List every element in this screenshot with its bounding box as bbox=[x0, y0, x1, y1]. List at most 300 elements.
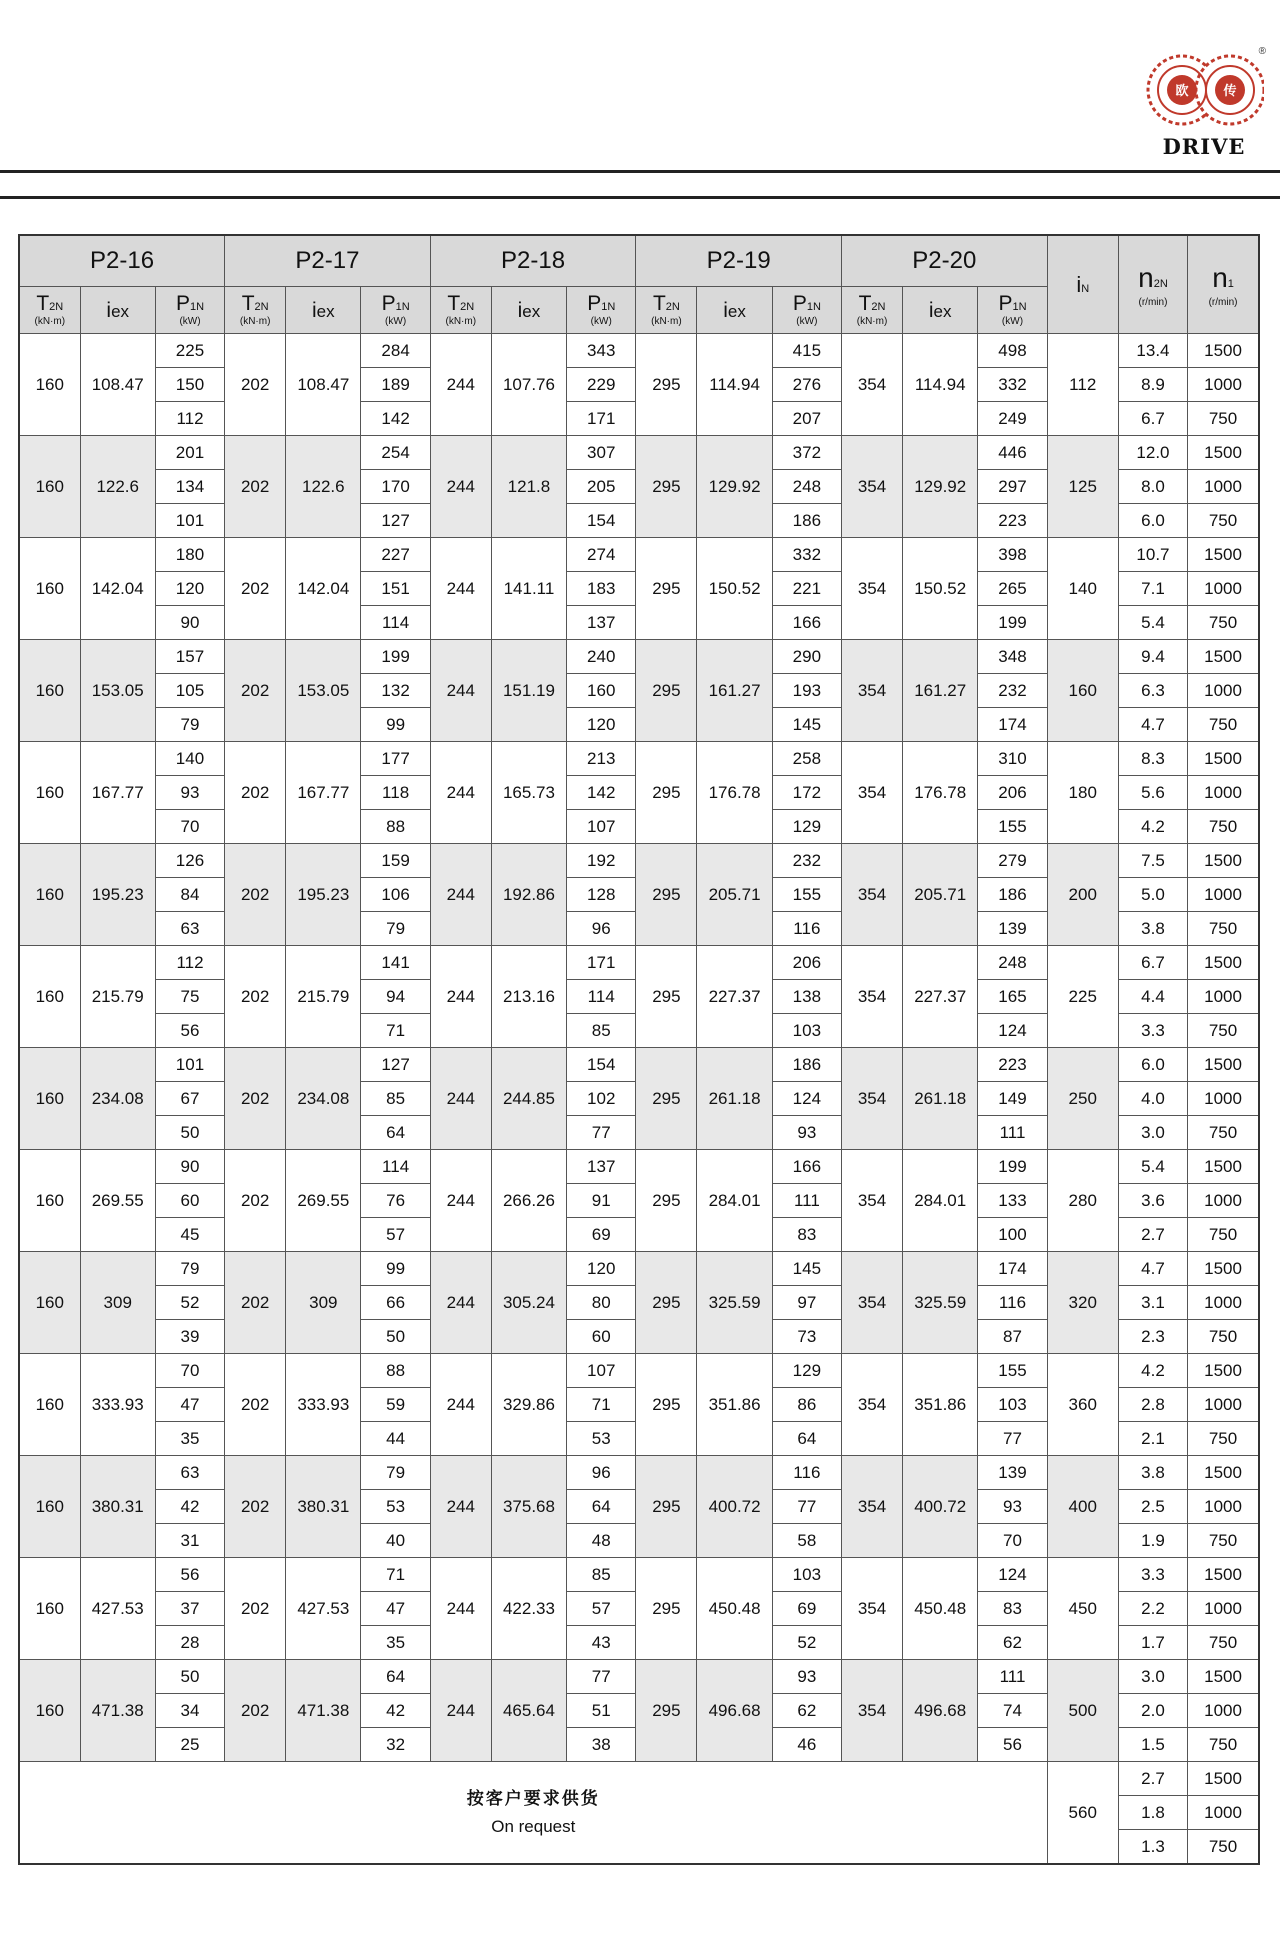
p1n-cell: 28 bbox=[155, 1626, 224, 1660]
t2n-cell: 295 bbox=[636, 1456, 697, 1558]
p1n-cell: 170 bbox=[361, 470, 430, 504]
t2n-symbol: T bbox=[36, 292, 50, 315]
p1n-cell: 79 bbox=[361, 1456, 430, 1490]
in-cell: 140 bbox=[1047, 538, 1118, 640]
iex-symbol: i bbox=[928, 298, 934, 322]
n2n-cell: 4.0 bbox=[1118, 1082, 1187, 1116]
n1-cell: 750 bbox=[1188, 1524, 1259, 1558]
table-row bbox=[19, 844, 1259, 878]
iex-cell: 129.92 bbox=[697, 436, 772, 538]
in-cell: 400 bbox=[1047, 1456, 1118, 1558]
t2n-cell: 295 bbox=[636, 436, 697, 538]
iex-cell: 380.31 bbox=[286, 1456, 361, 1558]
iex-cell: 234.08 bbox=[286, 1048, 361, 1150]
iex-cell: 496.68 bbox=[903, 1660, 978, 1762]
t2n-cell: 202 bbox=[225, 334, 286, 436]
p1n-cell: 126 bbox=[155, 844, 224, 878]
p1n-cell: 124 bbox=[978, 1014, 1047, 1048]
p1n-cell: 118 bbox=[361, 776, 430, 810]
p1n-cell: 77 bbox=[567, 1116, 636, 1150]
t2n-cell: 295 bbox=[636, 1558, 697, 1660]
p1n-cell: 103 bbox=[978, 1388, 1047, 1422]
t2n-cell: 295 bbox=[636, 946, 697, 1048]
iex-cell: 161.27 bbox=[697, 640, 772, 742]
p1n-subscript: 1N bbox=[1012, 301, 1027, 313]
n1-cell: 1500 bbox=[1188, 1354, 1259, 1388]
p1n-cell: 87 bbox=[978, 1320, 1047, 1354]
n2n-unit: (r/min) bbox=[1138, 296, 1168, 308]
n2n-cell: 1.3 bbox=[1118, 1830, 1187, 1865]
iex-cell: 108.47 bbox=[80, 334, 155, 436]
p1n-cell: 64 bbox=[567, 1490, 636, 1524]
model-header: P2-20 bbox=[841, 235, 1047, 287]
p1n-cell: 69 bbox=[772, 1592, 841, 1626]
model-header: P2-18 bbox=[430, 235, 636, 287]
iex-cell: 176.78 bbox=[697, 742, 772, 844]
t2n-cell: 295 bbox=[636, 640, 697, 742]
iex-cell: 227.37 bbox=[697, 946, 772, 1048]
p1n-cell: 66 bbox=[361, 1286, 430, 1320]
iex-cell: 167.77 bbox=[286, 742, 361, 844]
p1n-cell: 290 bbox=[772, 640, 841, 674]
p1n-cell: 248 bbox=[772, 470, 841, 504]
p1n-cell: 60 bbox=[155, 1184, 224, 1218]
t2n-cell: 202 bbox=[225, 1048, 286, 1150]
iex-cell: 269.55 bbox=[80, 1150, 155, 1252]
iex-subscript: ex bbox=[316, 301, 335, 321]
n2n-cell: 3.0 bbox=[1118, 1116, 1187, 1150]
iex-cell: 450.48 bbox=[903, 1558, 978, 1660]
t2n-unit: (kN·m) bbox=[445, 316, 477, 327]
t2n-cell: 354 bbox=[841, 1354, 902, 1456]
iex-cell: 309 bbox=[286, 1252, 361, 1354]
iex-subscript: ex bbox=[933, 301, 952, 321]
p1n-cell: 160 bbox=[567, 674, 636, 708]
t2n-cell: 160 bbox=[19, 1660, 80, 1762]
model-header: P2-16 bbox=[19, 235, 225, 287]
p1n-cell: 116 bbox=[772, 1456, 841, 1490]
p1n-symbol: P bbox=[587, 292, 602, 315]
iex-cell: 142.04 bbox=[286, 538, 361, 640]
n2n-cell: 1.9 bbox=[1118, 1524, 1187, 1558]
p1n-cell: 332 bbox=[978, 368, 1047, 402]
p1n-cell: 38 bbox=[567, 1728, 636, 1762]
p1n-cell: 79 bbox=[155, 1252, 224, 1286]
p1n-symbol: P bbox=[998, 292, 1013, 315]
in-subscript: N bbox=[1081, 282, 1090, 295]
p1n-cell: 142 bbox=[361, 402, 430, 436]
t2n-cell: 244 bbox=[430, 1456, 491, 1558]
p1n-cell: 52 bbox=[155, 1286, 224, 1320]
p1n-cell: 111 bbox=[772, 1184, 841, 1218]
t2n-cell: 295 bbox=[636, 1354, 697, 1456]
p1n-cell: 39 bbox=[155, 1320, 224, 1354]
t2n-header bbox=[430, 287, 491, 334]
p1n-cell: 62 bbox=[978, 1626, 1047, 1660]
n1-cell: 750 bbox=[1188, 1014, 1259, 1048]
n1-cell: 1500 bbox=[1188, 436, 1259, 470]
n2n-cell: 5.0 bbox=[1118, 878, 1187, 912]
n1-cell: 750 bbox=[1188, 504, 1259, 538]
t2n-cell: 202 bbox=[225, 1558, 286, 1660]
n2n-cell: 5.6 bbox=[1118, 776, 1187, 810]
t2n-unit: (kN·m) bbox=[239, 316, 271, 327]
p1n-cell: 99 bbox=[361, 708, 430, 742]
t2n-cell: 202 bbox=[225, 844, 286, 946]
p1n-cell: 128 bbox=[567, 878, 636, 912]
p1n-cell: 201 bbox=[155, 436, 224, 470]
t2n-cell: 244 bbox=[430, 1558, 491, 1660]
t2n-cell: 202 bbox=[225, 1660, 286, 1762]
t2n-cell: 160 bbox=[19, 1354, 80, 1456]
iex-subscript: ex bbox=[522, 301, 541, 321]
p1n-cell: 50 bbox=[155, 1116, 224, 1150]
in-cell: 560 bbox=[1047, 1762, 1118, 1865]
iex-header bbox=[697, 287, 772, 334]
n1-cell: 1000 bbox=[1188, 1490, 1259, 1524]
on-request-en: On request bbox=[491, 1816, 576, 1836]
p1n-cell: 107 bbox=[567, 810, 636, 844]
p1n-cell: 101 bbox=[155, 1048, 224, 1082]
t2n-cell: 160 bbox=[19, 1252, 80, 1354]
p1n-cell: 249 bbox=[978, 402, 1047, 436]
iex-header bbox=[286, 287, 361, 334]
n1-cell: 750 bbox=[1188, 1422, 1259, 1456]
p1n-cell: 83 bbox=[772, 1218, 841, 1252]
iex-cell: 153.05 bbox=[286, 640, 361, 742]
n1-cell: 1000 bbox=[1188, 572, 1259, 606]
p1n-cell: 85 bbox=[567, 1014, 636, 1048]
p1n-cell: 213 bbox=[567, 742, 636, 776]
iex-cell: 471.38 bbox=[286, 1660, 361, 1762]
t2n-cell: 244 bbox=[430, 1660, 491, 1762]
t2n-header bbox=[841, 287, 902, 334]
p1n-cell: 150 bbox=[155, 368, 224, 402]
n1-cell: 750 bbox=[1188, 1116, 1259, 1150]
iex-cell: 227.37 bbox=[903, 946, 978, 1048]
iex-header bbox=[491, 287, 566, 334]
n1-unit: (r/min) bbox=[1208, 296, 1238, 308]
p1n-cell: 90 bbox=[155, 1150, 224, 1184]
p1n-cell: 63 bbox=[155, 1456, 224, 1490]
p1n-cell: 139 bbox=[978, 1456, 1047, 1490]
t2n-unit: (kN·m) bbox=[34, 316, 66, 327]
p1n-unit: (kW) bbox=[385, 316, 407, 327]
t2n-cell: 354 bbox=[841, 1660, 902, 1762]
iex-cell: 215.79 bbox=[80, 946, 155, 1048]
n2n-cell: 4.2 bbox=[1118, 1354, 1187, 1388]
t2n-cell: 354 bbox=[841, 1150, 902, 1252]
t2n-header bbox=[636, 287, 697, 334]
p1n-cell: 46 bbox=[772, 1728, 841, 1762]
iex-cell: 465.64 bbox=[491, 1660, 566, 1762]
p1n-cell: 227 bbox=[361, 538, 430, 572]
iex-cell: 165.73 bbox=[491, 742, 566, 844]
t2n-cell: 295 bbox=[636, 1252, 697, 1354]
p1n-cell: 45 bbox=[155, 1218, 224, 1252]
n1-cell: 750 bbox=[1188, 1830, 1259, 1865]
iex-cell: 422.33 bbox=[491, 1558, 566, 1660]
t2n-cell: 244 bbox=[430, 334, 491, 436]
n1-cell: 1500 bbox=[1188, 1150, 1259, 1184]
p1n-cell: 60 bbox=[567, 1320, 636, 1354]
t2n-cell: 160 bbox=[19, 742, 80, 844]
iex-cell: 375.68 bbox=[491, 1456, 566, 1558]
p1n-cell: 77 bbox=[978, 1422, 1047, 1456]
p1n-cell: 64 bbox=[361, 1660, 430, 1694]
p1n-cell: 141 bbox=[361, 946, 430, 980]
p1n-cell: 145 bbox=[772, 708, 841, 742]
n1-cell: 1500 bbox=[1188, 1456, 1259, 1490]
p1n-cell: 498 bbox=[978, 334, 1047, 368]
iex-header bbox=[80, 287, 155, 334]
t2n-cell: 202 bbox=[225, 436, 286, 538]
n1-cell: 1000 bbox=[1188, 1286, 1259, 1320]
n2n-cell: 13.4 bbox=[1118, 334, 1187, 368]
n1-cell: 1000 bbox=[1188, 674, 1259, 708]
iex-cell: 153.05 bbox=[80, 640, 155, 742]
p1n-cell: 129 bbox=[772, 810, 841, 844]
iex-cell: 176.78 bbox=[903, 742, 978, 844]
n2n-cell: 8.3 bbox=[1118, 742, 1187, 776]
t2n-cell: 202 bbox=[225, 538, 286, 640]
t2n-cell: 295 bbox=[636, 742, 697, 844]
t2n-subscript: 2N bbox=[49, 301, 64, 313]
iex-subscript: ex bbox=[727, 301, 746, 321]
t2n-cell: 160 bbox=[19, 1150, 80, 1252]
p1n-cell: 94 bbox=[361, 980, 430, 1014]
n2n-cell: 4.7 bbox=[1118, 1252, 1187, 1286]
t2n-unit: (kN·m) bbox=[856, 316, 888, 327]
n1-cell: 1500 bbox=[1188, 1762, 1259, 1796]
t2n-cell: 244 bbox=[430, 1252, 491, 1354]
n1-cell: 1000 bbox=[1188, 1082, 1259, 1116]
p1n-cell: 47 bbox=[361, 1592, 430, 1626]
p1n-cell: 43 bbox=[567, 1626, 636, 1660]
p1n-cell: 232 bbox=[772, 844, 841, 878]
iex-cell: 192.86 bbox=[491, 844, 566, 946]
t2n-subscript: 2N bbox=[665, 301, 680, 313]
n2n-cell: 3.8 bbox=[1118, 912, 1187, 946]
n2n-cell: 2.7 bbox=[1118, 1762, 1187, 1796]
n2n-cell: 3.3 bbox=[1118, 1558, 1187, 1592]
table-row bbox=[19, 1558, 1259, 1592]
p1n-cell: 276 bbox=[772, 368, 841, 402]
n1-cell: 1000 bbox=[1188, 1592, 1259, 1626]
brand-logo bbox=[1144, 48, 1264, 160]
p1n-cell: 134 bbox=[155, 470, 224, 504]
t2n-cell: 160 bbox=[19, 946, 80, 1048]
registered-mark: ® bbox=[1258, 46, 1266, 57]
table-row bbox=[19, 742, 1259, 776]
iex-cell: 195.23 bbox=[286, 844, 361, 946]
t2n-cell: 202 bbox=[225, 1252, 286, 1354]
table-row bbox=[19, 1660, 1259, 1694]
p1n-cell: 127 bbox=[361, 1048, 430, 1082]
t2n-cell: 244 bbox=[430, 436, 491, 538]
top-rule bbox=[0, 170, 1280, 173]
p1n-cell: 102 bbox=[567, 1082, 636, 1116]
iex-cell: 450.48 bbox=[697, 1558, 772, 1660]
p1n-cell: 42 bbox=[155, 1490, 224, 1524]
p1n-cell: 47 bbox=[155, 1388, 224, 1422]
p1n-cell: 279 bbox=[978, 844, 1047, 878]
p1n-cell: 79 bbox=[361, 912, 430, 946]
p1n-header bbox=[978, 287, 1047, 334]
n2n-cell: 7.1 bbox=[1118, 572, 1187, 606]
p1n-cell: 157 bbox=[155, 640, 224, 674]
second-rule bbox=[0, 196, 1280, 199]
iex-cell: 141.11 bbox=[491, 538, 566, 640]
iex-cell: 108.47 bbox=[286, 334, 361, 436]
p1n-cell: 106 bbox=[361, 878, 430, 912]
in-header bbox=[1047, 235, 1118, 334]
p1n-cell: 112 bbox=[155, 946, 224, 980]
n1-cell: 1500 bbox=[1188, 1048, 1259, 1082]
iex-cell: 114.94 bbox=[697, 334, 772, 436]
n1-cell: 750 bbox=[1188, 912, 1259, 946]
p1n-cell: 35 bbox=[155, 1422, 224, 1456]
t2n-symbol: T bbox=[652, 292, 666, 315]
p1n-cell: 85 bbox=[361, 1082, 430, 1116]
p1n-cell: 206 bbox=[978, 776, 1047, 810]
p1n-cell: 138 bbox=[772, 980, 841, 1014]
t2n-cell: 244 bbox=[430, 946, 491, 1048]
n1-cell: 750 bbox=[1188, 1218, 1259, 1252]
p1n-cell: 142 bbox=[567, 776, 636, 810]
p1n-cell: 91 bbox=[567, 1184, 636, 1218]
p1n-cell: 221 bbox=[772, 572, 841, 606]
t2n-header bbox=[19, 287, 80, 334]
iex-cell: 269.55 bbox=[286, 1150, 361, 1252]
t2n-cell: 295 bbox=[636, 1150, 697, 1252]
n1-cell: 1500 bbox=[1188, 640, 1259, 674]
iex-subscript: ex bbox=[111, 301, 130, 321]
iex-cell: 400.72 bbox=[903, 1456, 978, 1558]
p1n-cell: 186 bbox=[772, 504, 841, 538]
iex-cell: 244.85 bbox=[491, 1048, 566, 1150]
p1n-cell: 83 bbox=[978, 1592, 1047, 1626]
p1n-header bbox=[155, 287, 224, 334]
p1n-cell: 174 bbox=[978, 1252, 1047, 1286]
t2n-header bbox=[225, 287, 286, 334]
table-row bbox=[19, 436, 1259, 470]
p1n-cell: 120 bbox=[567, 1252, 636, 1286]
t2n-subscript: 2N bbox=[871, 301, 886, 313]
p1n-cell: 73 bbox=[772, 1320, 841, 1354]
p1n-cell: 116 bbox=[772, 912, 841, 946]
p1n-cell: 166 bbox=[772, 606, 841, 640]
p1n-cell: 132 bbox=[361, 674, 430, 708]
in-cell: 125 bbox=[1047, 436, 1118, 538]
iex-cell: 122.6 bbox=[286, 436, 361, 538]
p1n-cell: 172 bbox=[772, 776, 841, 810]
iex-cell: 261.18 bbox=[697, 1048, 772, 1150]
t2n-cell: 244 bbox=[430, 844, 491, 946]
p1n-cell: 310 bbox=[978, 742, 1047, 776]
in-cell: 200 bbox=[1047, 844, 1118, 946]
p1n-cell: 99 bbox=[361, 1252, 430, 1286]
p1n-cell: 192 bbox=[567, 844, 636, 878]
t2n-cell: 244 bbox=[430, 538, 491, 640]
in-cell: 225 bbox=[1047, 946, 1118, 1048]
p1n-cell: 254 bbox=[361, 436, 430, 470]
p1n-cell: 446 bbox=[978, 436, 1047, 470]
n1-cell: 1500 bbox=[1188, 844, 1259, 878]
p1n-cell: 137 bbox=[567, 1150, 636, 1184]
n1-symbol: n bbox=[1212, 261, 1228, 293]
p1n-cell: 112 bbox=[155, 402, 224, 436]
p1n-cell: 103 bbox=[772, 1558, 841, 1592]
t2n-cell: 295 bbox=[636, 1660, 697, 1762]
iex-cell: 205.71 bbox=[903, 844, 978, 946]
in-symbol: i bbox=[1076, 271, 1082, 297]
p1n-subscript: 1N bbox=[189, 301, 205, 313]
p1n-symbol: P bbox=[792, 292, 807, 315]
p1n-cell: 85 bbox=[567, 1558, 636, 1592]
iex-cell: 234.08 bbox=[80, 1048, 155, 1150]
table-row bbox=[19, 946, 1259, 980]
n1-cell: 750 bbox=[1188, 606, 1259, 640]
n1-cell: 1500 bbox=[1188, 742, 1259, 776]
p1n-cell: 71 bbox=[567, 1388, 636, 1422]
t2n-cell: 354 bbox=[841, 1456, 902, 1558]
n1-cell: 1500 bbox=[1188, 1558, 1259, 1592]
t2n-cell: 160 bbox=[19, 1558, 80, 1660]
iex-cell: 150.52 bbox=[903, 538, 978, 640]
iex-cell: 284.01 bbox=[903, 1150, 978, 1252]
n2n-cell: 2.2 bbox=[1118, 1592, 1187, 1626]
t2n-cell: 244 bbox=[430, 1150, 491, 1252]
model-header: P2-19 bbox=[636, 235, 842, 287]
t2n-cell: 295 bbox=[636, 844, 697, 946]
p1n-cell: 206 bbox=[772, 946, 841, 980]
p1n-cell: 88 bbox=[361, 810, 430, 844]
t2n-cell: 354 bbox=[841, 640, 902, 742]
p1n-header bbox=[567, 287, 636, 334]
t2n-cell: 244 bbox=[430, 1048, 491, 1150]
p1n-cell: 79 bbox=[155, 708, 224, 742]
iex-cell: 122.6 bbox=[80, 436, 155, 538]
p1n-cell: 225 bbox=[155, 334, 224, 368]
t2n-cell: 160 bbox=[19, 1456, 80, 1558]
n2n-cell: 4.4 bbox=[1118, 980, 1187, 1014]
n2n-cell: 2.7 bbox=[1118, 1218, 1187, 1252]
p1n-cell: 297 bbox=[978, 470, 1047, 504]
p1n-cell: 127 bbox=[361, 504, 430, 538]
p1n-cell: 71 bbox=[361, 1558, 430, 1592]
n1-cell: 750 bbox=[1188, 1728, 1259, 1762]
p1n-cell: 111 bbox=[978, 1116, 1047, 1150]
p1n-cell: 93 bbox=[978, 1490, 1047, 1524]
iex-cell: 325.59 bbox=[697, 1252, 772, 1354]
t2n-cell: 160 bbox=[19, 844, 80, 946]
t2n-cell: 202 bbox=[225, 1456, 286, 1558]
t2n-cell: 354 bbox=[841, 946, 902, 1048]
n2n-cell: 8.9 bbox=[1118, 368, 1187, 402]
n2n-cell: 3.0 bbox=[1118, 1660, 1187, 1694]
iex-cell: 142.04 bbox=[80, 538, 155, 640]
n2n-cell: 12.0 bbox=[1118, 436, 1187, 470]
ratio-power-table bbox=[18, 234, 1260, 1865]
iex-cell: 427.53 bbox=[286, 1558, 361, 1660]
p1n-cell: 105 bbox=[155, 674, 224, 708]
n2n-cell: 1.7 bbox=[1118, 1626, 1187, 1660]
p1n-cell: 40 bbox=[361, 1524, 430, 1558]
table-row bbox=[19, 1252, 1259, 1286]
p1n-cell: 137 bbox=[567, 606, 636, 640]
p1n-header bbox=[772, 287, 841, 334]
